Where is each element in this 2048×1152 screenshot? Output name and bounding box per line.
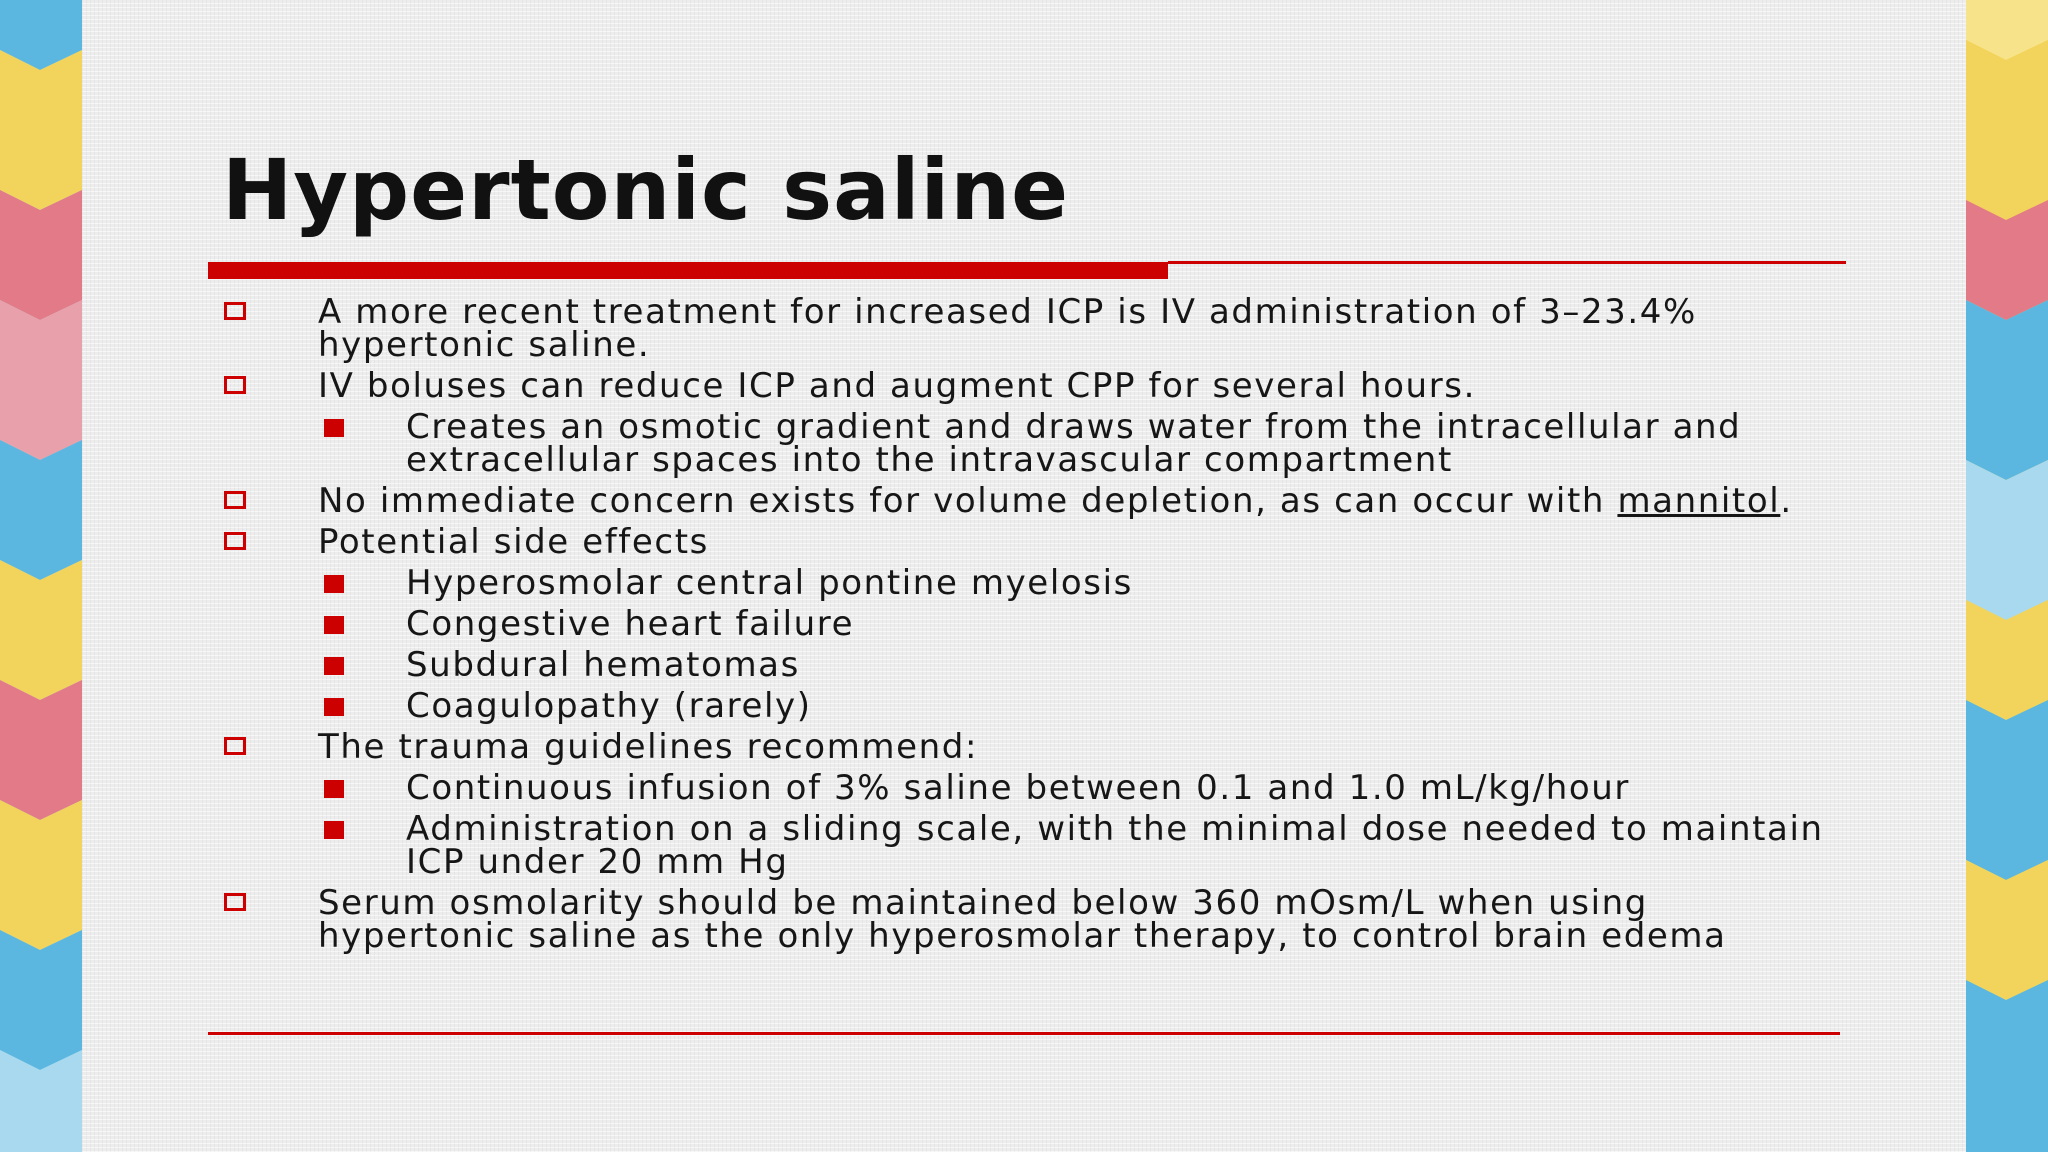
bullet-item [222, 883, 1842, 956]
filled-square-bullet-icon [324, 698, 344, 716]
sub-bullet-text: Coagulopathy (rarely) [406, 686, 812, 726]
bullet-text: Serum osmolarity should be maintained below 360 mOsm/L when using hypertonic saline as the only hyperosmolar therapy, to control brain edema [318, 883, 1727, 956]
sub-bullet-text: Administration on a sliding scale, with the minimal dose needed to maintain ICP under 20 mm Hg [406, 809, 1824, 882]
bullet-text: Potential side effects [318, 522, 709, 562]
sub-bullet-item [222, 768, 1842, 808]
bullet-text-end: . [1780, 481, 1793, 521]
bullet-item [222, 366, 1842, 406]
hollow-square-bullet-icon [224, 893, 246, 911]
mannitol-link[interactable]: mannitol [1617, 481, 1781, 521]
hollow-square-bullet-icon [224, 491, 246, 509]
sub-bullet-item [222, 407, 1842, 480]
hollow-square-bullet-icon [224, 376, 246, 394]
left-decorative-border [0, 0, 82, 1152]
bullet-list [222, 292, 1842, 956]
bullet-text: A more recent treatment for increased ICP is IV administration of 3–23.4% hypertonic saline. [318, 292, 1697, 365]
bullet-text: IV boluses can reduce ICP and augment CPP for several hours. [318, 366, 1477, 406]
sub-bullet-item [222, 563, 1842, 603]
title-underline-thin [1168, 261, 1846, 264]
sub-bullet-item [222, 686, 1842, 726]
bullet-item [222, 522, 1842, 562]
hollow-square-bullet-icon [224, 532, 246, 550]
filled-square-bullet-icon [324, 616, 344, 634]
filled-square-bullet-icon [324, 780, 344, 798]
hollow-square-bullet-icon [224, 302, 246, 320]
bullet-item [222, 727, 1842, 767]
bullet-text: The trauma guidelines recommend: [318, 727, 979, 767]
slide-title: Hypertonic saline [222, 141, 1070, 239]
sub-bullet-text: Creates an osmotic gradient and draws water from the intracellular and extracellular spaces into the intravascular compartment [406, 407, 1742, 480]
filled-square-bullet-icon [324, 657, 344, 675]
sub-bullet-item [222, 645, 1842, 685]
sub-bullet-item [222, 809, 1842, 882]
bullet-item [222, 292, 1842, 365]
sub-bullet-text: Continuous infusion of 3% saline between 0.1 and 1.0 mL/kg/hour [406, 768, 1630, 808]
bullet-text: No immediate concern exists for volume depletion, as can occur with [318, 481, 1618, 521]
sub-bullet-text: Congestive heart failure [406, 604, 855, 644]
sub-bullet-item [222, 604, 1842, 644]
right-decorative-border [1966, 0, 2048, 1152]
sub-bullet-text: Hyperosmolar central pontine myelosis [406, 563, 1133, 603]
bullet-item [222, 481, 1842, 521]
filled-square-bullet-icon [324, 419, 344, 437]
filled-square-bullet-icon [324, 575, 344, 593]
hollow-square-bullet-icon [224, 737, 246, 755]
sub-bullet-text: Subdural hematomas [406, 645, 800, 685]
bottom-rule [208, 1032, 1840, 1035]
filled-square-bullet-icon [324, 821, 344, 839]
title-underline-thick [208, 262, 1168, 279]
